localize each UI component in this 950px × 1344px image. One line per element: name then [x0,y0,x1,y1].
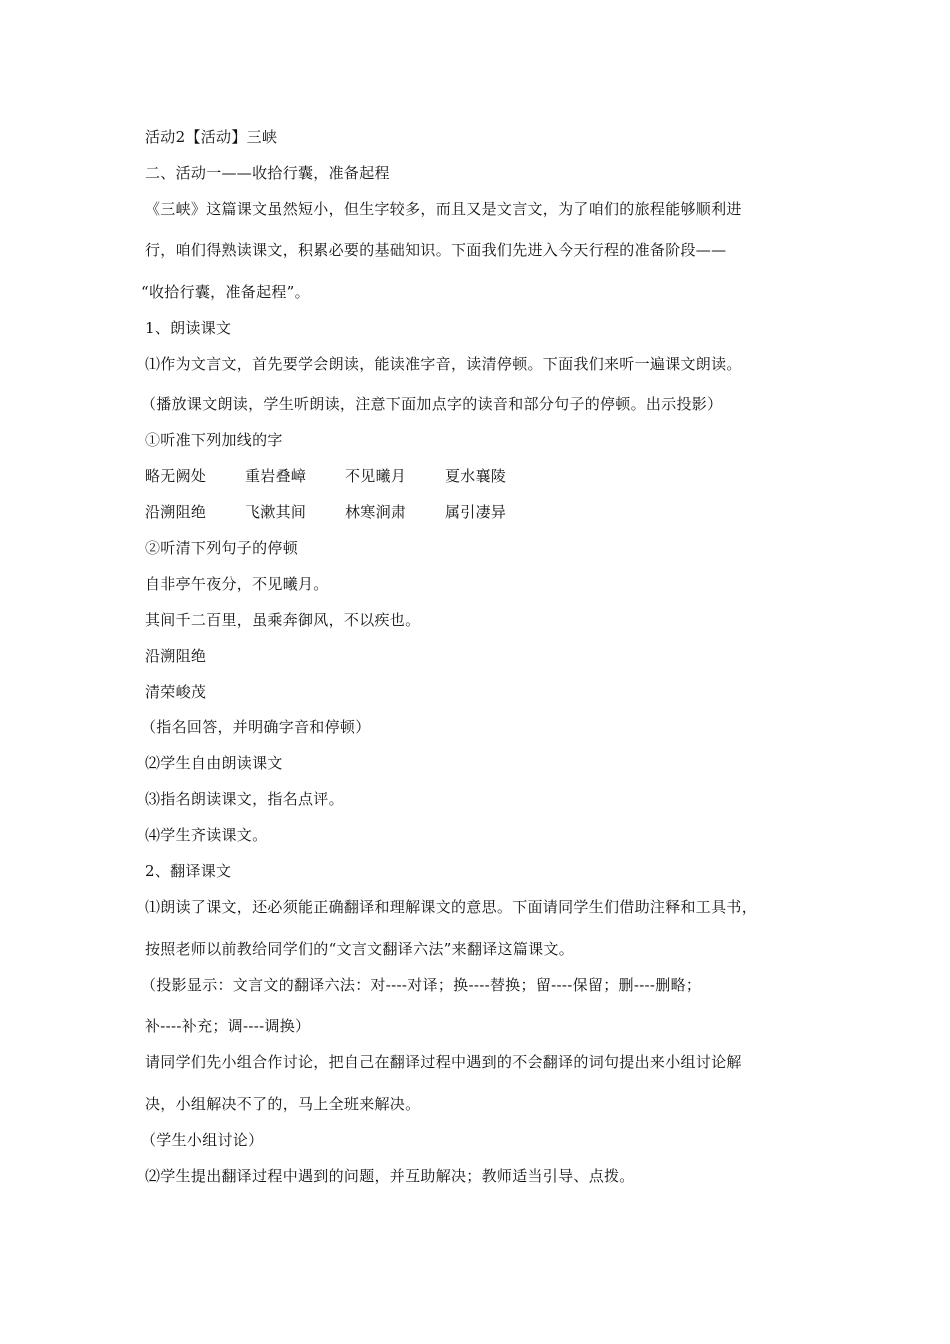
intro-line-1: 《三峡》这篇课文虽然短小，但生字较多，而且又是文言文，为了咱们的旅程能够顺利进 [145,200,742,218]
paragraph-read-note: （播放课文朗读，学生听朗读，注意下面加点字的读音和部分句子的停顿。出示投影） [141,395,723,413]
word-item: 沿溯阻绝 [145,503,207,521]
sentence-1: 自非亭午夜分，不见曦月。 [145,575,329,593]
discuss-line-1: 请同学们先小组合作讨论，把自己在翻译过程中遇到的不会翻译的词句提出来小组讨论解 [145,1053,742,1071]
section-heading: 二、活动一——收拾行囊，准备起程 [145,164,390,182]
paragraph-read: ⑴作为文言文，首先要学会朗读，能读准字音，读清停顿。下面我们来听一遍课文朗读。 [145,355,742,373]
listen-words-label: ①听准下列加线的字 [145,431,283,449]
translate-line-2: 按照老师以前教给同学们的“文言文翻译六法”来翻译这篇课文。 [145,940,575,958]
discuss-line-2: 决，小组解决不了的，马上全班来解决。 [145,1095,421,1113]
step-2: ⑵学生自由朗读课文 [145,754,283,772]
sentence-3: 沿溯阻绝 [145,647,207,665]
answer-note: （指名回答，并明确字音和停顿） [141,718,371,736]
heading-read: 1、朗读课文 [145,319,232,337]
translate-note-2: 补----补充；调----调换） [145,1017,311,1035]
problem-paragraph: ⑵学生提出翻译过程中遇到的问题，并互助解决；教师适当引导、点拨。 [145,1167,635,1185]
word-item: 不见曦月 [345,467,407,485]
intro-line-2: 行，咱们得熟读课文，积累必要的基础知识。下面我们先进入今天行程的准备阶段—— [145,241,727,259]
word-item: 略无阙处 [145,467,207,485]
step-3: ⑶指名朗读课文，指名点评。 [145,790,344,808]
translate-note-1: （投影显示：文言文的翻译六法：对----对译；换----替换；留----保留；删----删略； [141,976,702,994]
words-row-1 [145,466,506,486]
word-item: 重岩叠嶂 [245,467,307,485]
word-item: 属引凄异 [445,503,507,521]
word-item: 夏水襄陵 [445,467,507,485]
translate-line-1: ⑴朗读了课文，还必须能正确翻译和理解课文的意思。下面请同学生们借助注释和工具书， [145,898,758,916]
step-4: ⑷学生齐读课文。 [145,826,268,844]
intro-line-3: “收拾行囊，准备起程”。 [141,283,310,301]
words-row-2 [145,502,506,522]
listen-pause-label: ②听清下列句子的停顿 [145,539,299,557]
sentence-2: 其间千二百里，虽乘奔御风，不以疾也。 [145,611,421,629]
sentence-4: 清荣峻茂 [145,683,207,701]
heading-translate: 2、翻译课文 [145,862,232,880]
word-item: 林寒涧肃 [345,503,407,521]
doc-title: 活动2【活动】三峡 [145,128,278,146]
word-item: 飞漱其间 [245,503,307,521]
discuss-note: （学生小组讨论） [141,1131,264,1149]
